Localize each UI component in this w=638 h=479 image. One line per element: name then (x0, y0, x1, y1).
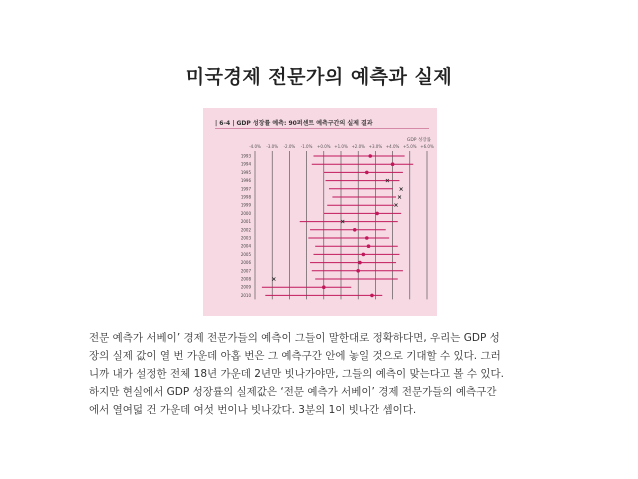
body-line: 하지만 현실에서 GDP 성장률의 실제값은 ‘전문 예측가 서베이’ 경제 전문가들의 예측구간 (89, 386, 497, 398)
year-label: 1999 (240, 202, 251, 208)
miss-marker: × (396, 194, 402, 201)
x-tick-label: +4.0% (385, 144, 400, 149)
miss-marker: × (393, 202, 399, 210)
year-label: 2010 (240, 292, 251, 298)
miss-marker: × (340, 218, 346, 226)
body-line: 전문 예측가 서베이’ 경제 전문가들의 예측이 그들이 말한대로 정확하다면, 우리는 GDP 성 (89, 332, 500, 344)
page-title: 미국경제 전문가의 예측과 실제 (185, 66, 453, 88)
year-label: 2002 (240, 227, 251, 233)
actual-point (353, 228, 357, 232)
year-label: 1993 (240, 153, 251, 159)
figure-caption: | 6-4 | GDP 성장률 예측: 90퍼센트 예측구간의 실제 결과 (215, 120, 373, 127)
actual-point (365, 236, 369, 240)
actual-point (391, 162, 395, 166)
year-label: 2007 (240, 268, 251, 274)
actual-point (322, 285, 326, 289)
x-tick-label: +5.0% (403, 144, 417, 149)
body-text (89, 329, 549, 419)
actual-point (370, 294, 374, 298)
actual-point (358, 261, 362, 265)
year-label: 2003 (240, 235, 251, 241)
year-label: 2008 (240, 276, 251, 282)
x-tick-label: -1.0% (300, 144, 313, 149)
miss-marker: × (384, 177, 390, 185)
year-label: 1994 (240, 161, 251, 167)
year-label: 2001 (240, 219, 251, 225)
gdp-forecast-chart (203, 108, 437, 316)
x-tick-label: +3.0% (368, 144, 383, 149)
actual-point (362, 253, 366, 257)
figure (203, 108, 437, 316)
year-label: 2006 (240, 260, 251, 266)
body-line: 니까 내가 설정한 전체 18년 가운데 2년만 빗나가야만, 그들의 예측이 맞는다고 볼 수 있다. (89, 368, 504, 380)
miss-marker: × (271, 276, 277, 283)
year-label: 1997 (240, 186, 251, 192)
actual-point (365, 171, 369, 175)
year-label: 1995 (240, 169, 251, 175)
year-label: 2004 (240, 243, 251, 249)
body-line: 장의 실제 값이 열 번 가운데 아홉 번은 그 예측구간 안에 놓일 것으로 기대할 수 있다. 그러 (89, 350, 501, 362)
x-tick-label: +2.0% (351, 144, 365, 149)
x-tick-label: +1.0% (334, 144, 348, 149)
body-line: 에서 열여덟 건 가운데 여섯 번이나 빗나갔다. 3분의 1이 빗나간 셈이다. (89, 404, 417, 416)
actual-point (356, 269, 360, 273)
year-label: 2009 (240, 284, 251, 290)
year-label: 2005 (240, 251, 251, 257)
x-tick-label: -2.0% (283, 144, 296, 149)
x-tick-label: +0.0% (317, 144, 331, 149)
year-label: 1996 (240, 178, 251, 184)
actual-point (368, 154, 372, 158)
x-tick-label: +6.0% (420, 144, 434, 149)
figure-legend: GDP 성장률 (406, 138, 431, 143)
x-tick-label: -3.0% (266, 144, 279, 149)
year-label: 2000 (240, 210, 251, 216)
actual-point (375, 212, 379, 216)
year-label: 1998 (240, 194, 251, 200)
actual-point (367, 244, 371, 248)
miss-marker: × (398, 185, 404, 193)
x-tick-label: -4.0% (249, 144, 261, 149)
